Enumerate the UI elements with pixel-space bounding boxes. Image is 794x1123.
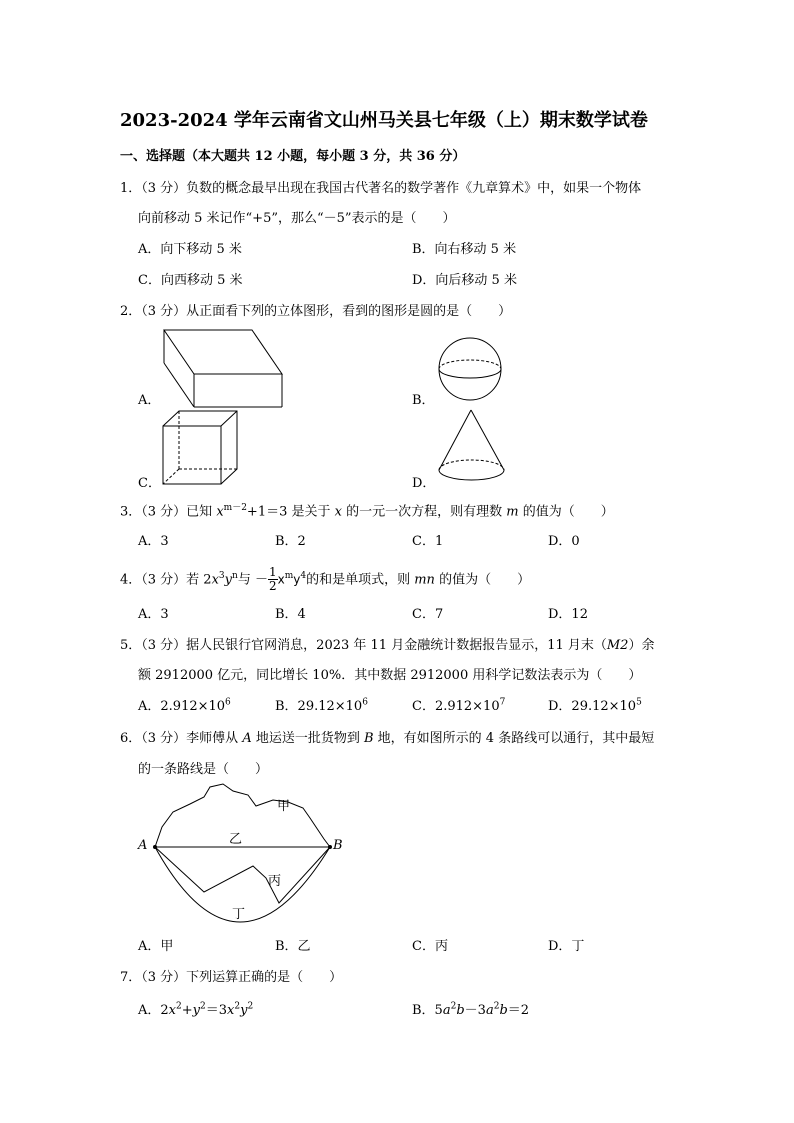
q5-option-c-base: C．2.912×10: [412, 699, 500, 714]
route-label-ding: 丁: [232, 907, 246, 922]
q4-option-a[interactable]: A．3: [138, 607, 169, 622]
q1-stem-line1: 1．（3 分）负数的概念最早出现在我国古代著名的数学著作《九章算术》中，如果一个物体: [120, 181, 642, 196]
q5-option-d[interactable]: [548, 695, 642, 714]
q4-var-x-2: x: [277, 572, 285, 587]
q5-option-d-exp: 5: [636, 697, 642, 708]
q7-a-y: y: [192, 1003, 201, 1018]
q4-var-mn: mn: [414, 572, 435, 588]
cube-figure: [162, 410, 238, 485]
q6-text-3: 地，有如图所示的 4 条路线可以通行，其中最短: [373, 731, 655, 746]
q2-stem: 2．（3 分）从正面看下列的立体图形，看到的图形是圆的是（ ）: [120, 304, 512, 319]
q7-b-a2: a: [485, 1003, 494, 1018]
q1-option-c[interactable]: C．向西移动 5 米: [138, 273, 243, 288]
q7-option-a[interactable]: [138, 999, 253, 1018]
q6-option-a[interactable]: A．甲: [138, 939, 174, 954]
q3-var-x-2: x: [334, 504, 342, 520]
q7-a-t1: A．2: [138, 1003, 169, 1018]
q6-var-b: B: [363, 731, 374, 746]
q4-text-3: 的和是单项式，则: [306, 572, 415, 588]
q4-fraction-num: 1: [268, 565, 277, 580]
q7-b-t3: ＝2: [507, 1003, 530, 1018]
q1-option-d[interactable]: D．向后移动 5 米: [412, 273, 517, 288]
q5-text-1b: ）余: [628, 638, 655, 653]
q5-option-c[interactable]: [412, 695, 505, 714]
q3-exponent: m－2: [223, 503, 247, 513]
q6-text-2: 地运送一批货物到: [251, 731, 364, 746]
q6-option-d[interactable]: D．丁: [548, 939, 585, 954]
q4-var-x: x: [211, 572, 219, 588]
q4-exp-n: n: [232, 571, 238, 581]
q5-m2: M2: [606, 638, 629, 653]
q7-a-t2: +: [181, 1003, 193, 1018]
q4-fraction-den: 2: [268, 579, 277, 594]
q3-text-1: 3．（3 分）已知: [120, 504, 217, 520]
q3-var-m: m: [506, 504, 519, 520]
q7-b-a: a: [442, 1003, 451, 1018]
q7-b-b: b: [456, 1003, 465, 1018]
q5-option-b-exp: 6: [362, 697, 368, 708]
q4-option-b[interactable]: B．4: [275, 607, 306, 622]
q4-fraction: [268, 566, 278, 593]
route-label-jia: 甲: [277, 799, 291, 814]
q3-text-3: 的一元一次方程，则有理数: [341, 504, 507, 520]
q4-option-c[interactable]: C．7: [412, 607, 444, 622]
q7-stem: 7．（3 分）下列运算正确的是（ ）: [120, 970, 343, 985]
q5-option-a[interactable]: [138, 695, 231, 714]
q7-b-t1: B．5: [412, 1003, 443, 1018]
section-heading: 一、选择题（本大题共 12 小题，每小题 3 分，共 36 分）: [120, 149, 466, 164]
q3-stem: [120, 500, 614, 519]
q6-stem-line1: [120, 727, 654, 746]
q3-option-a[interactable]: A．3: [138, 534, 169, 549]
q5-text-1: 5．（3 分）据人民银行官网消息，2023 年 11 月金融统计数据报告显示，11 月末（: [120, 638, 607, 653]
q5-option-b[interactable]: [275, 695, 368, 714]
q4-stem: [120, 556, 530, 600]
sphere-figure: [437, 336, 503, 402]
route-map-figure: [138, 782, 358, 932]
q7-b-e2: 2: [493, 1001, 500, 1012]
q7-option-b[interactable]: [412, 999, 529, 1018]
q4-exp-4: 4: [300, 571, 307, 581]
q5-option-c-exp: 7: [499, 697, 506, 708]
q3-text-4: 的值为（ ）: [518, 504, 614, 520]
q7-b-e1: 2: [450, 1001, 457, 1012]
route-label-bing: 丙: [268, 874, 282, 889]
q1-stem-line2: 向前移动 5 米记作“+5”，那么“－5”表示的是（ ）: [138, 211, 456, 226]
q1-option-a[interactable]: A．向下移动 5 米: [138, 242, 242, 257]
q2-option-d[interactable]: D．: [412, 476, 436, 491]
q7-a-y2: y: [240, 1003, 248, 1018]
q6-option-c[interactable]: C．丙: [412, 939, 448, 954]
q3-text-2: +1＝3 是关于: [246, 504, 335, 520]
q2-option-a[interactable]: A．: [138, 393, 161, 408]
q3-option-c[interactable]: C．1: [412, 534, 444, 549]
q6-text-1: 6．（3 分）李师傅从: [120, 731, 243, 746]
q5-option-a-exp: 6: [225, 697, 231, 708]
q7-a-e1: 2: [176, 1001, 182, 1012]
prism-figure: [158, 330, 283, 408]
q2-option-c[interactable]: C．: [138, 476, 161, 491]
q4-var-y-2: y: [293, 572, 301, 587]
q5-stem-line2: 额 2912000 亿元，同比增长 10%．其中数据 2912000 用科学记数法表示为（ ）: [138, 668, 642, 683]
q6-var-a: A: [242, 731, 252, 746]
q7-b-t2: －3: [464, 1003, 486, 1018]
route-label-yi: 乙: [229, 832, 243, 847]
q7-a-e2: 2: [200, 1001, 206, 1012]
route-label-b: B: [333, 838, 343, 853]
q7-a-e3: 2: [234, 1001, 241, 1012]
q2-option-b[interactable]: B．: [412, 393, 435, 408]
q3-var-x: x: [216, 504, 224, 520]
q5-option-b-base: B．29.12×10: [275, 699, 363, 714]
q7-a-x: x: [168, 1003, 177, 1018]
q7-a-e4: 2: [247, 1001, 254, 1012]
q5-option-a-base: A．2.912×10: [138, 699, 226, 714]
q7-b-b2: b: [499, 1003, 508, 1018]
q5-stem-line1: [120, 634, 654, 653]
q4-text-4: 的值为（ ）: [434, 572, 531, 588]
page-title: 2023-2024 学年云南省文山州马关县七年级（上）期末数学试卷: [120, 110, 648, 131]
q5-option-d-base: D．29.12×10: [548, 699, 637, 714]
q4-text-2: 与 －: [237, 572, 268, 588]
q3-option-b[interactable]: B．2: [275, 534, 306, 549]
q4-var-y: y: [224, 572, 233, 588]
q4-text-1: 4．（3 分）若 2: [120, 572, 212, 588]
q4-exp-3: 3: [218, 571, 225, 581]
q7-a-t3: ＝3: [205, 1003, 228, 1018]
cone-figure: [437, 410, 507, 482]
q6-option-b[interactable]: B．乙: [275, 939, 311, 954]
q4-option-d[interactable]: D．12: [548, 607, 588, 622]
route-label-a: A: [138, 838, 148, 853]
q7-a-x2: x: [227, 1003, 235, 1018]
q1-option-b[interactable]: B．向右移动 5 米: [412, 242, 517, 257]
q6-stem-line2: 的一条路线是（ ）: [138, 762, 269, 777]
q3-option-d[interactable]: D．0: [548, 534, 580, 549]
q4-exp-m: m: [284, 571, 294, 581]
